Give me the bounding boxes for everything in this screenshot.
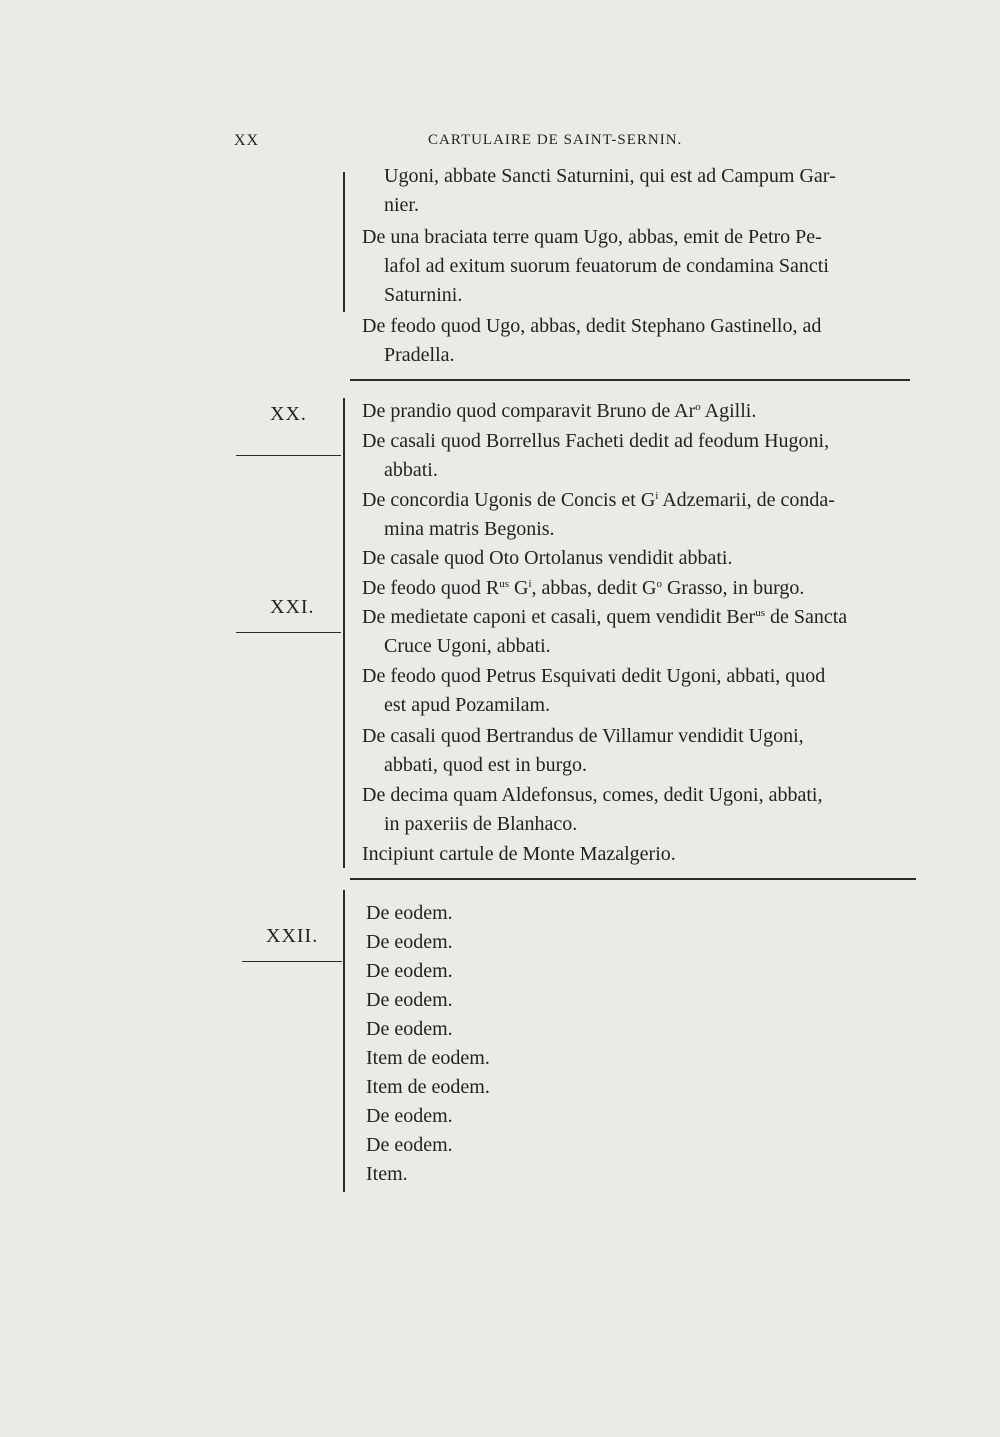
section-number-xxi: XXI. bbox=[270, 596, 315, 618]
superscript: us bbox=[499, 578, 509, 590]
entry-line: Pradella. bbox=[384, 344, 455, 366]
text-run: , abbas, dedit G bbox=[531, 577, 657, 599]
entry-block3-4: De eodem. bbox=[366, 989, 453, 1011]
entry-block2-4 bbox=[362, 544, 914, 573]
margin-rule-xxi bbox=[236, 632, 341, 633]
entry-block1-2 bbox=[362, 223, 914, 310]
entry-line: De casali quod Borrellus Facheti dedit ad feodum Hugoni, bbox=[362, 430, 830, 452]
text-run: Grasso, in burgo. bbox=[661, 577, 805, 599]
entry-block2-8 bbox=[362, 722, 914, 780]
column-rule-1 bbox=[343, 172, 345, 312]
text-run: De feodo quod R bbox=[362, 577, 500, 599]
entry-block2-6 bbox=[362, 603, 914, 661]
entry-block3-9: De eodem. bbox=[366, 1134, 453, 1156]
text-run: de Sancta bbox=[764, 606, 848, 628]
section-number-xxii: XXII. bbox=[266, 925, 319, 947]
entry-block2-7 bbox=[362, 662, 914, 720]
entry-line: Saturnini. bbox=[384, 284, 463, 306]
entry-line: Incipiunt cartule de Monte Mazalgerio. bbox=[362, 843, 676, 865]
entry-block2-3 bbox=[362, 486, 914, 544]
entry-line: abbati, quod est in burgo. bbox=[384, 754, 587, 776]
column-rule-2 bbox=[343, 398, 345, 868]
entry-line: nier. bbox=[384, 194, 419, 216]
margin-rule-xxii bbox=[242, 961, 342, 962]
entry-line: lafol ad exitum suorum feuatorum de condamina Sancti bbox=[384, 255, 829, 277]
section-rule-1 bbox=[350, 379, 910, 381]
entry-block2-10 bbox=[362, 840, 914, 869]
entry-block3-7: Item de eodem. bbox=[366, 1076, 490, 1098]
entry-block3-10: Item. bbox=[366, 1163, 408, 1185]
entry-line bbox=[362, 486, 914, 515]
superscript: i bbox=[528, 578, 532, 590]
section-number-xx: XX. bbox=[270, 403, 307, 425]
text-run: G bbox=[508, 577, 529, 599]
entry-block3-2: De eodem. bbox=[366, 931, 453, 953]
entry-block3-6: Item de eodem. bbox=[366, 1047, 490, 1069]
running-head: CARTULAIRE DE SAINT-SERNIN. bbox=[428, 132, 683, 148]
text-run: Agilli. bbox=[700, 400, 757, 422]
entry-line: De una braciata terre quam Ugo, abbas, emit de Petro Pe- bbox=[362, 226, 822, 248]
superscript: o bbox=[695, 401, 701, 413]
entry-line: De casale quod Oto Ortolanus vendidit abbati. bbox=[362, 547, 733, 569]
entry-line: De feodo quod Ugo, abbas, dedit Stephano Gastinello, ad bbox=[362, 315, 822, 337]
entry-block3-5: De eodem. bbox=[366, 1018, 453, 1040]
page-number: XX bbox=[234, 132, 260, 149]
text-run: Adzemarii, de conda- bbox=[658, 489, 835, 511]
entry-line bbox=[362, 574, 914, 603]
entry-block1-3 bbox=[362, 312, 914, 370]
entry-line: abbati. bbox=[384, 459, 438, 481]
superscript: us bbox=[755, 607, 765, 619]
entry-block2-1 bbox=[362, 397, 914, 426]
superscript: o bbox=[656, 578, 662, 590]
text-run: De concordia Ugonis de Concis et G bbox=[362, 489, 656, 511]
entry-line: in paxeriis de Blanhaco. bbox=[384, 813, 578, 835]
entry-block2-2 bbox=[362, 427, 914, 485]
entry-line: Cruce Ugoni, abbati. bbox=[384, 635, 551, 657]
entry-line: Ugoni, abbate Sancti Saturnini, qui est ad Campum Gar- bbox=[384, 165, 836, 187]
section-rule-2 bbox=[350, 878, 916, 880]
text-run: De prandio quod comparavit Bruno de Ar bbox=[362, 400, 696, 422]
column-rule-3 bbox=[343, 890, 345, 1192]
entry-line: mina matris Begonis. bbox=[384, 518, 555, 540]
entry-line: De feodo quod Petrus Esquivati dedit Ugoni, abbati, quod bbox=[362, 665, 826, 687]
superscript: i bbox=[655, 490, 659, 502]
entry-line: De casali quod Bertrandus de Villamur vendidit Ugoni, bbox=[362, 725, 804, 747]
entry-block3-3: De eodem. bbox=[366, 960, 453, 982]
entry-line bbox=[362, 603, 914, 632]
entry-block2-5 bbox=[362, 574, 914, 603]
entry-block2-9 bbox=[362, 781, 914, 839]
entry-line bbox=[362, 397, 914, 426]
entry-block3-8: De eodem. bbox=[366, 1105, 453, 1127]
entry-block3-1: De eodem. bbox=[366, 902, 453, 924]
entry-line: est apud Pozamilam. bbox=[384, 694, 551, 716]
entry-line: De decima quam Aldefonsus, comes, dedit Ugoni, abbati, bbox=[362, 784, 823, 806]
entry-block1-1 bbox=[362, 162, 914, 220]
text-run: De medietate caponi et casali, quem vendidit Ber bbox=[362, 606, 756, 628]
margin-rule-xx bbox=[236, 455, 341, 456]
